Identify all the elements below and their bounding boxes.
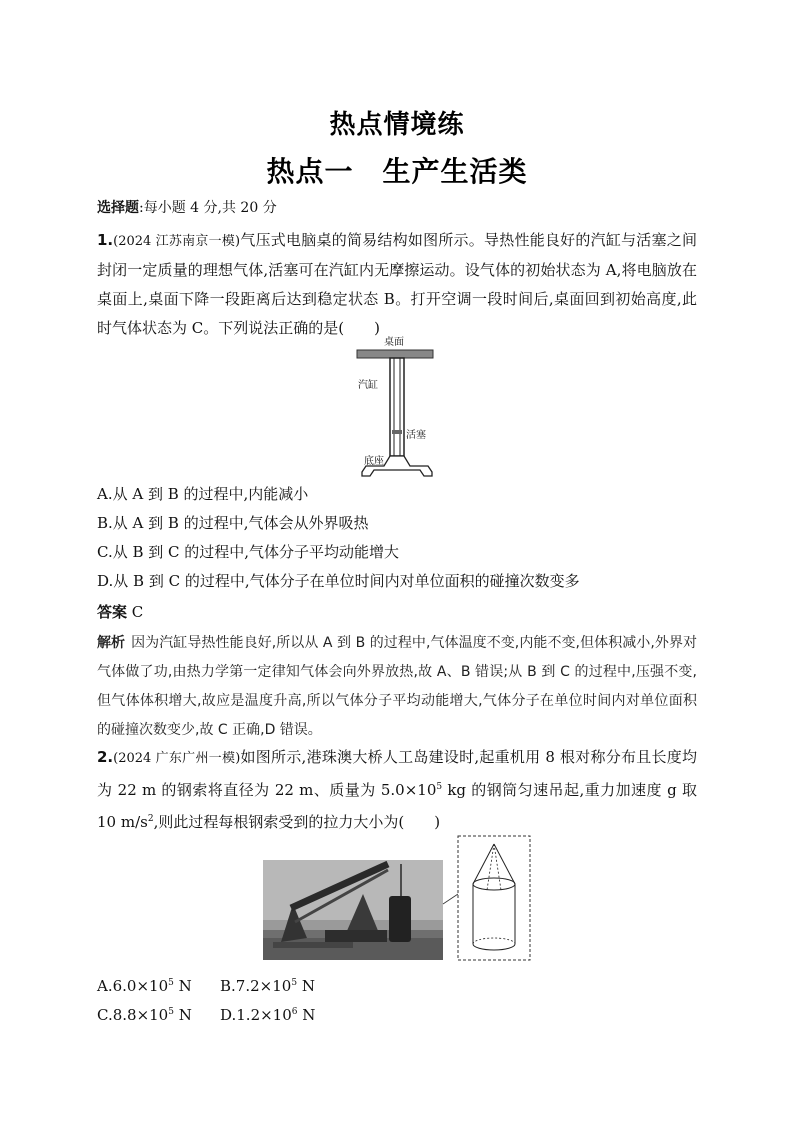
q2-option-d: $D.1.2\times 10^6$ N (220, 1006, 316, 1024)
explanation-label: 解析 (97, 635, 126, 651)
desk-diagram (354, 334, 444, 484)
explanation-text: 因为汽缸导热性能良好,所以从 A 到 B 的过程中,气体温度不变,内能不变,但体积减小,外界对气体做了功,由热力学第一定律知气体会向外界放热,故 A、B 错误;从 B 到 C 的过程中,压强不变,但气体体积增大,故应是温度升高,所以气体分子平均动能增大,气体分子在单位时间内对单位面积的碰撞次数变少,故 C 正确,D 错误。 (97, 635, 698, 738)
question-number: 1. (97, 231, 114, 249)
question-number: 2. (97, 748, 114, 766)
section-header (97, 198, 277, 218)
crane-photo (263, 860, 443, 960)
base-label: 底座 (364, 456, 384, 467)
question-stem-c: ,则此过程每根钢索受到的拉力大小为( ) (153, 813, 441, 831)
q1-option-d: D.从 B 到 C 的过程中,气体分子在单位时间内对单位面积的碰撞次数变多 (97, 572, 580, 590)
q2-option-b: $B.7.2\times 10^5$ N (220, 977, 315, 995)
question-1 (97, 226, 697, 343)
question-stem-exp: 5 (436, 782, 443, 792)
question-stem-b: kg 的钢筒匀速吊起,重力加速度 g 取 10 m/s (97, 781, 697, 831)
piston-label: 活塞 (406, 430, 426, 441)
q1-option-a: A.从 A 到 B 的过程中,内能减小 (97, 485, 309, 503)
page-title: 热点情境练 (329, 110, 465, 140)
answer (97, 602, 143, 622)
question-stem-a: 如图所示,港珠澳大桥人工岛建设时,起重机用 8 根对称分布且长度均为 22 m 的钢索将直径为 22 m、质量为 5.0×10 (97, 748, 697, 799)
question-source: (2024 江苏南京一模) (113, 234, 241, 249)
q2-option-a: $A.6.0\times 10^5$ N (97, 977, 192, 995)
answer-value: C (131, 603, 144, 621)
desk-label: 桌面 (384, 337, 404, 348)
cylinder-inset (458, 836, 530, 960)
question-source: (2024 广东广州一模) (113, 751, 241, 766)
question-2 (97, 743, 697, 837)
page-subtitle: 热点一 生产生活类 (266, 155, 528, 188)
section-desc: :每小题 4 分,共 20 分 (139, 200, 277, 216)
q1-option-b: B.从 A 到 B 的过程中,气体会从外界吸热 (97, 514, 369, 532)
section-heading: 选择题 (97, 200, 139, 216)
answer-label: 答案 (97, 603, 128, 621)
crane-figure (263, 834, 533, 962)
cylinder-label: 汽缸 (358, 380, 378, 391)
question-stem-exp2: 2 (147, 814, 154, 824)
explanation (97, 629, 697, 745)
question-stem: 气压式电脑桌的简易结构如图所示。导热性能良好的汽缸与活塞之间封闭一定质量的理想气体,活塞可在汽缸内无摩擦运动。设气体的初始状态为 A,将电脑放在桌面上,桌面下降一段距离后达到稳定状态 B。打开空调一段时间后,桌面回到初始高度,此时气体状态为 C。下列说法正确的是( ) (97, 231, 697, 337)
q1-option-c: C.从 B 到 C 的过程中,气体分子平均动能增大 (97, 543, 400, 561)
q2-option-c: $C.8.8\times 10^5$ N (97, 1006, 192, 1024)
